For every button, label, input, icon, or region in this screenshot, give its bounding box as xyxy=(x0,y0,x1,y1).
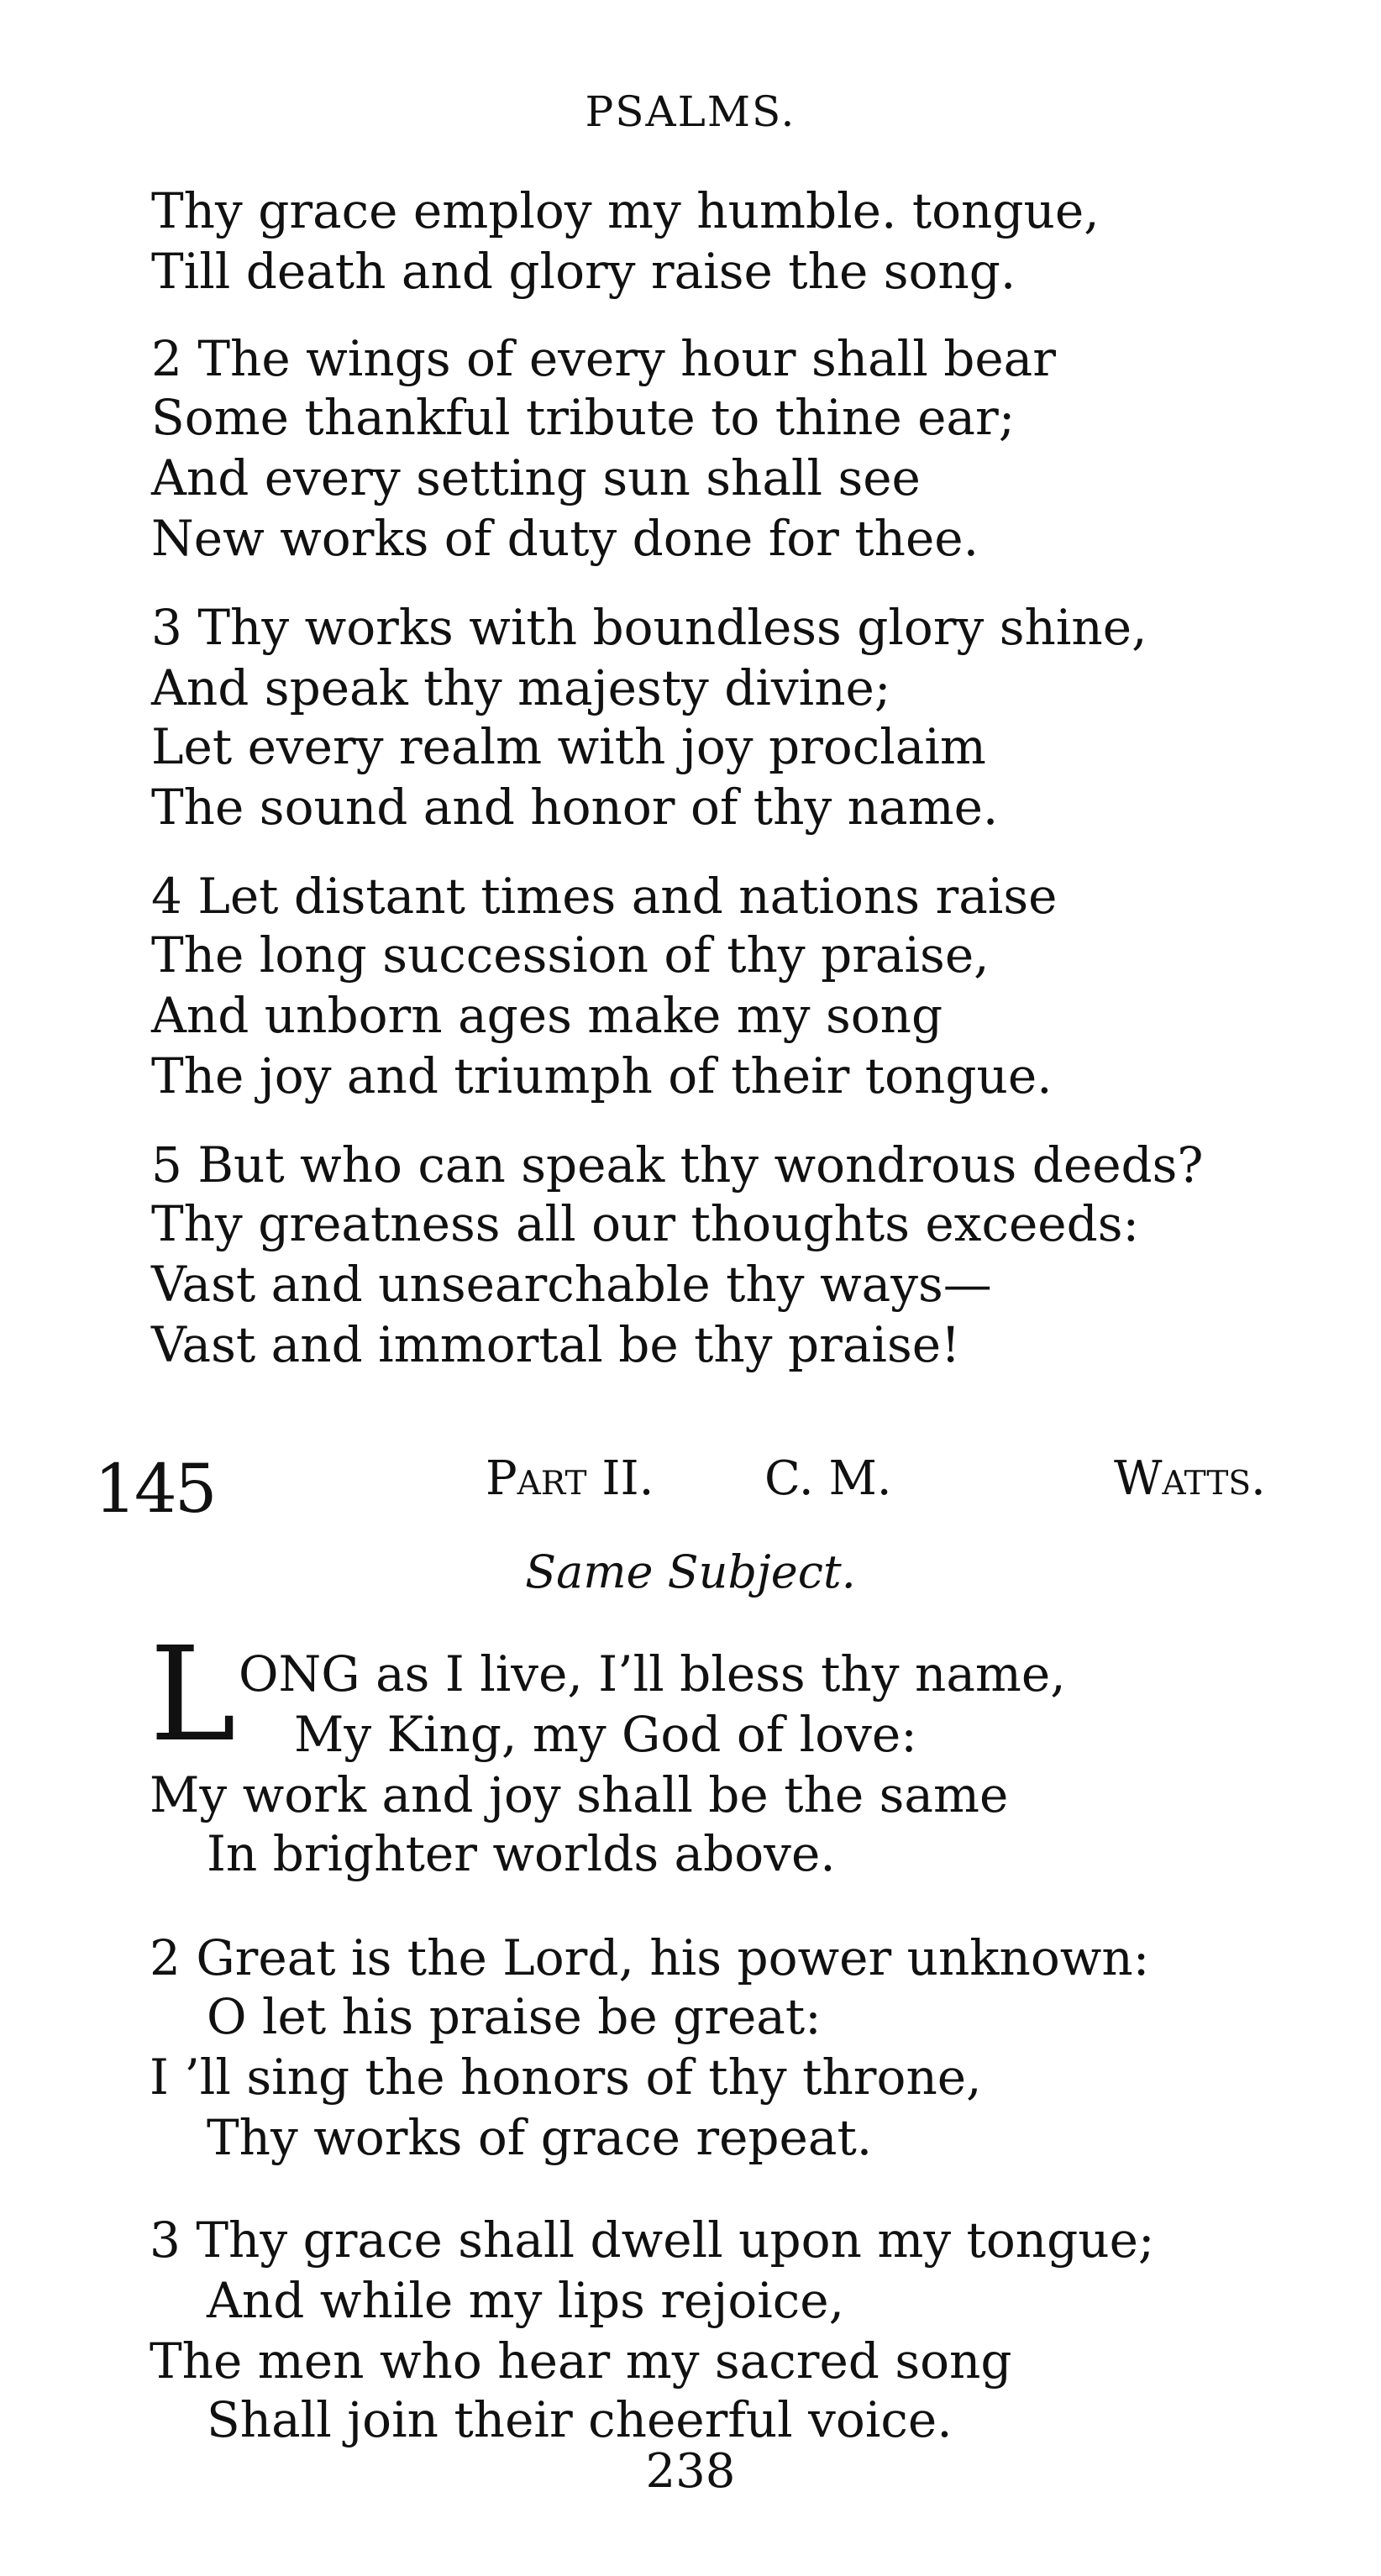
drop-cap: L xyxy=(150,1619,236,1771)
verse-line: And unborn ages make my song xyxy=(151,987,943,1044)
verse-line: Till death and glory raise the song. xyxy=(151,243,1016,300)
verse-line: ONG as I live, I’ll bless thy name, xyxy=(239,1645,1066,1702)
verse-line: The joy and triumph of their tongue. xyxy=(151,1047,1053,1104)
verse-line: Shall join their cheerful voice. xyxy=(207,2391,953,2448)
verse-line: 2 Great is the Lord, his power unknown: xyxy=(150,1929,1150,1986)
verse-line: 2 The wings of every hour shall bear xyxy=(151,330,1056,387)
verse-line: 3 Thy works with boundless glory shine, xyxy=(151,599,1147,656)
verse-line: My work and joy shall be the same xyxy=(150,1766,1009,1823)
verse-line: And every setting sun shall see xyxy=(151,449,921,506)
verse-line: Some thankful tribute to thine ear; xyxy=(151,389,1016,446)
verse-line: New works of duty done for thee. xyxy=(151,510,979,567)
verse-line: Thy works of grace repeat. xyxy=(207,2109,873,2166)
verse-line: I ’ll sing the honors of thy throne, xyxy=(150,2049,982,2106)
hymn-author: Watts. xyxy=(1114,1451,1266,1506)
verse-line: The long succession of thy praise, xyxy=(151,926,990,984)
verse-line: O let his praise be great: xyxy=(207,1988,822,2045)
verse-line: And while my lips rejoice, xyxy=(207,2272,845,2329)
verse-line: And speak thy majesty divine; xyxy=(151,659,891,716)
verse-line: In brighter worlds above. xyxy=(207,1825,836,1882)
verse-line: Vast and unsearchable thy ways— xyxy=(151,1256,992,1313)
verse-line: Thy greatness all our thoughts exceeds: xyxy=(151,1195,1140,1252)
verse-line: The sound and honor of thy name. xyxy=(151,779,999,836)
verse-line: My King, my God of love: xyxy=(294,1706,917,1763)
running-head: PSALMS. xyxy=(585,87,796,136)
verse-line: Vast and immortal be thy praise! xyxy=(151,1316,961,1373)
hymn-subtitle: Same Subject. xyxy=(525,1545,856,1598)
verse-line: 5 But who can speak thy wondrous deeds? xyxy=(151,1136,1204,1194)
verse-line: The men who hear my sacred song xyxy=(150,2332,1012,2390)
verse-line: Thy grace employ my humble. tongue, xyxy=(151,182,1100,239)
verse-line: Let every realm with joy proclaim xyxy=(151,718,986,775)
page-number: 238 xyxy=(645,2444,736,2499)
verse-line: 4 Let distant times and nations raise xyxy=(151,868,1058,925)
hymn-meter: C. M. xyxy=(764,1451,892,1506)
verse-line: 3 Thy grace shall dwell upon my tongue; xyxy=(150,2211,1155,2269)
hymn-number: 145 xyxy=(94,1450,215,1528)
hymn-part: Part II. xyxy=(486,1451,654,1506)
